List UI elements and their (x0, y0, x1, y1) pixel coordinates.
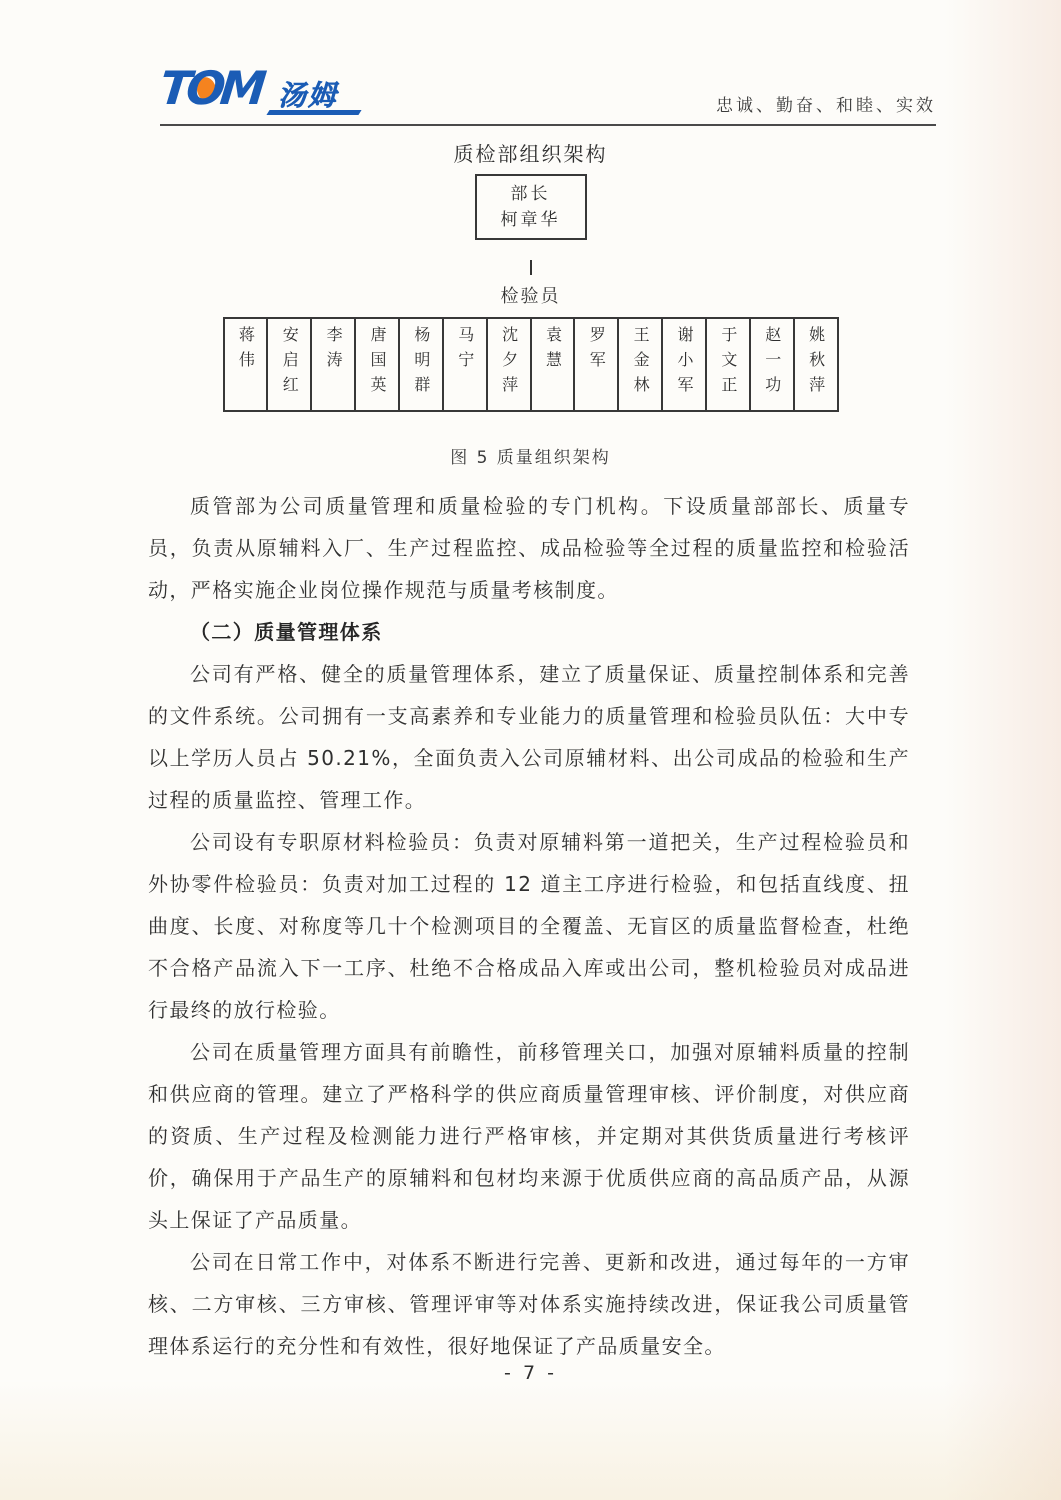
org-chief-node (0, 167, 1061, 240)
member-name: 安启红 (280, 326, 300, 401)
member-name: 王金林 (631, 326, 651, 401)
member-name: 姚秋萍 (806, 326, 826, 401)
page-header (157, 0, 936, 126)
org-group-label: 检验员 (500, 286, 561, 307)
member-name: 杨明群 (411, 326, 431, 401)
org-member-cell (312, 319, 356, 410)
header-motto: 忠诚、勤奋、和睦、实效 (716, 96, 936, 116)
chief-role: 部长 (510, 184, 551, 204)
org-connector-line (530, 260, 532, 275)
logo-brand-text: TOM (157, 61, 265, 115)
member-name: 赵一功 (762, 326, 782, 401)
org-chart-figure (0, 128, 1061, 468)
org-member-cell (356, 319, 400, 410)
paragraph: 公司设有专职原材料检验员：负责对原辅料第一道把关，生产过程检验员和外协零件检验员：负责对加工过程的 12 道主工序进行检验，和包括直线度、扭曲度、长度、对称度等几十个检测项目的全覆盖、无盲区的质量监督检查，杜绝不合格产品流入下一工序、杜绝不合格成品入库或出公司，整机检验员对成品进行最终的放行检验。 (148, 830, 910, 1022)
org-chief-box (475, 174, 587, 240)
org-member-cell (268, 319, 312, 410)
paragraph: 公司在质量管理方面具有前瞻性，前移管理关口，加强对原辅料质量的控制和供应商的管理。建立了严格科学的供应商质量管理审核、评价制度，对供应商的资质、生产过程及检测能力进行严格审核，并定期对其供货质量进行考核评价，确保用于产品生产的原辅料和包材均来源于优质供应商的高品质产品，从源头上保证了产品质量。 (148, 1040, 910, 1232)
org-member-cell (400, 319, 444, 410)
org-member-cell (575, 319, 619, 410)
org-member-cell (751, 319, 795, 410)
org-member-cell (225, 319, 269, 410)
org-member-cell (795, 319, 837, 410)
org-members-table (223, 317, 839, 412)
member-name: 唐国英 (368, 326, 387, 401)
member-name: 马宁 (455, 326, 475, 376)
member-name: 蒋伟 (236, 326, 256, 376)
member-name: 袁慧 (543, 326, 563, 376)
org-member-cell (532, 319, 576, 410)
logo-brand-chinese: 汤姆 (278, 79, 339, 112)
org-member-cell (707, 319, 751, 410)
org-member-cell (444, 319, 488, 410)
org-member-cell (619, 319, 663, 410)
member-name: 李涛 (324, 326, 344, 376)
document-body (148, 485, 910, 1367)
org-member-cell (488, 319, 532, 410)
figure-title: 质检部组织架构 (453, 142, 608, 166)
member-name: 谢小军 (675, 326, 695, 401)
company-logo (157, 61, 390, 118)
section-heading: （二）质量管理体系 (190, 620, 383, 644)
paragraph: 公司在日常工作中，对体系不断进行完善、更新和改进，通过每年的一方审核、二方审核、三方审核、管理评审等对体系实施持续改进，保证我公司质量管理体系运行的充分性和有效性，很好地保证了产品质量安全。 (148, 1250, 910, 1358)
member-name: 于文正 (718, 326, 738, 401)
org-member-cell (663, 319, 707, 410)
member-name: 沈夕萍 (499, 326, 519, 401)
chief-name: 柯章华 (500, 210, 561, 230)
paragraph: 公司有严格、健全的质量管理体系，建立了质量保证、质量控制体系和完善的文件系统。公司拥有一支高素养和专业能力的质量管理和检验员队伍：大中专以上学历人员占 50.21%，全面负责入公司原辅材料、出公司成品的检验和生产过程的质量监控、管理工作。 (148, 662, 910, 812)
member-name: 罗军 (587, 326, 607, 376)
page-number: - 7 - (504, 1362, 557, 1384)
paragraph: 质管部为公司质量管理和质量检验的专门机构。下设质量部部长、质量专员，负责从原辅料入厂、生产过程监控、成品检验等全过程的质量监控和检验活动，严格实施企业岗位操作规范与质量考核制度。 (148, 494, 910, 602)
figure-caption: 图 5 质量组织架构 (450, 448, 611, 468)
